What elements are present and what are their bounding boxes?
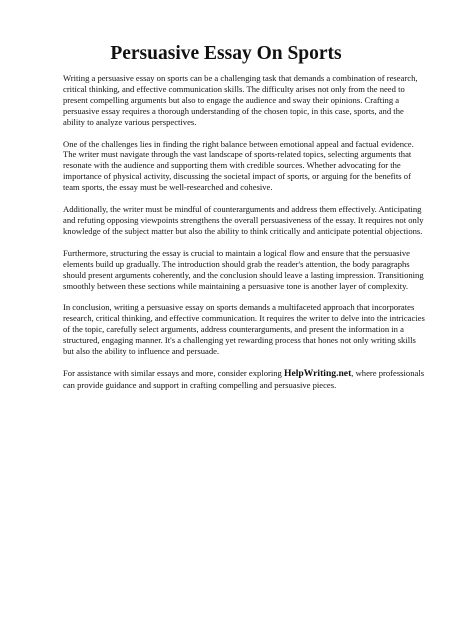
paragraph-3: Additionally, the writer must be mindful of counterarguments and address them effectively. Anticipating and refuting opposing viewpoints strengthens the overall persuasiveness of the essay. It requires not only knowledge of the subject matter but also the ability to think critically and anticipate potential objections. bbox=[63, 204, 424, 236]
paragraph-5: In conclusion, writing a persuasive essay on sports demands a multifaceted approach that incorporates research, critical thinking, and effective communication. It requires the writer to delve into the intricacies of the topic, carefully select arguments, address counterarguments, and present the information in a structured, engaging manner. It's a challenging yet rewarding process that hones not only writing skills but also the ability to influence and persuade. bbox=[63, 302, 425, 357]
paragraph-4: Furthermore, structuring the essay is crucial to maintain a logical flow and ensure that the persuasive elements build up gradually. The introduction should grab the reader's attention, the body paragraphs should present arguments coherently, and the conclusion should leave a lasting impression. Transitioning smoothly between these sections while maintaining a persuasive tone is another layer of complexity. bbox=[63, 247, 424, 291]
document-body bbox=[63, 73, 425, 402]
closing-paragraph bbox=[63, 368, 425, 391]
paragraph-2: One of the challenges lies in finding the right balance between emotional appeal and factual evidence. The writer must navigate through the vast landscape of sports-related topics, selecting arguments that resonate with the audience and supporting them with credible sources. Whether advocating for the importance of physical activity, discussing the societal impact of sports, or arguing for the benefits of team sports, the essay must be well-researched and cohesive. bbox=[63, 138, 414, 193]
paragraph-1: Writing a persuasive essay on sports can be a challenging task that demands a combination of research, critical thinking, and effective communication skills. The difficulty arises not only from the need to present compelling arguments but also to engage the audience and sway their opinions. Crafting a persuasive essay requires a thorough understanding of the chosen topic, in this case, sports, and the ability to analyze various perspectives. bbox=[63, 73, 418, 127]
closing-text-after: , where professionals can provide guidance and support in crafting compelling and persuasive pieces. bbox=[63, 367, 425, 390]
page-title: Persuasive Essay On Sports bbox=[110, 43, 342, 64]
helpwriting-link[interactable]: HelpWriting.net bbox=[284, 367, 352, 379]
closing-text-before: For assistance with similar essays and more, consider exploring bbox=[63, 367, 285, 378]
